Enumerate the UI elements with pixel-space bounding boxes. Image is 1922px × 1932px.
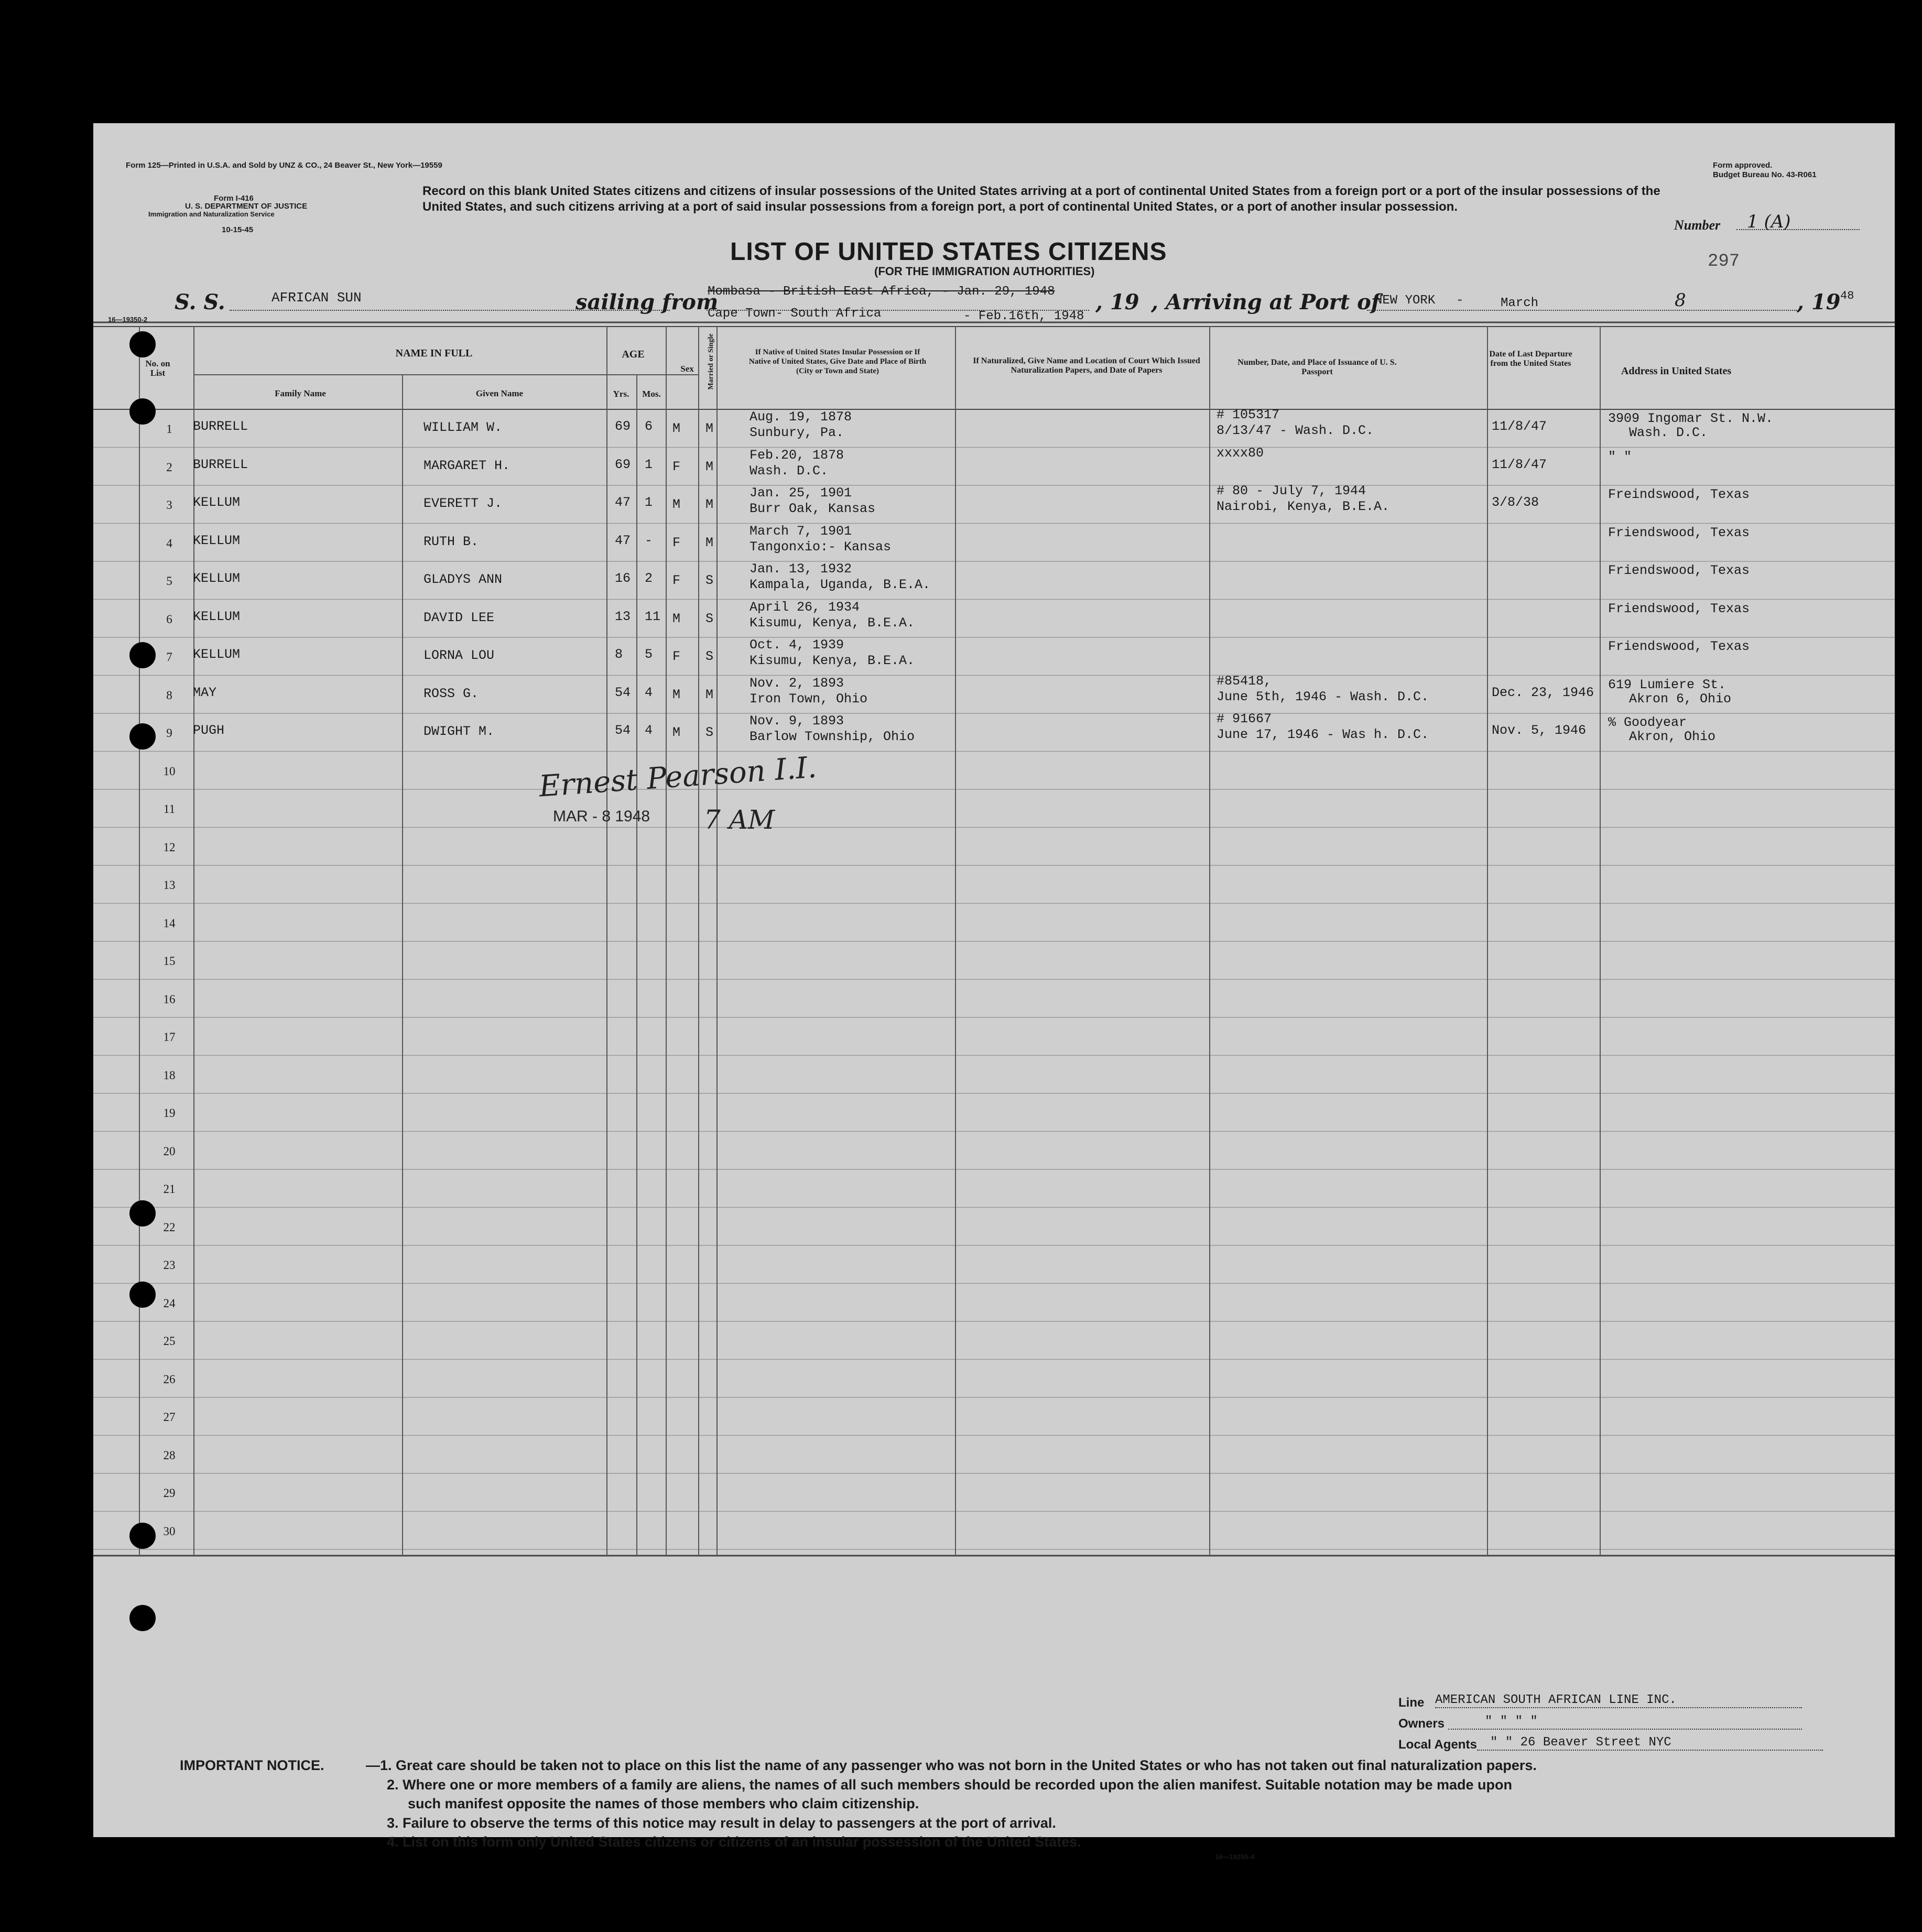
arrival-month: March: [1501, 296, 1539, 310]
number-value: 1 (A): [1736, 211, 1860, 230]
given-name: DWIGHT M.: [424, 724, 495, 739]
marital-status: M: [705, 459, 714, 474]
given-name: LORNA LOU: [424, 648, 495, 663]
row-number: 21: [163, 1182, 176, 1196]
row-number: 1: [166, 422, 172, 436]
given-name: GLADYS ANN: [424, 572, 503, 587]
binder-hole: [129, 1605, 156, 1631]
port-dash: -: [1456, 294, 1464, 308]
address-line-1: Friendswood, Texas: [1608, 563, 1750, 578]
sex: M: [672, 611, 681, 626]
address-line-1: " ": [1608, 449, 1632, 464]
arrival-year: 48: [1840, 289, 1854, 302]
birth-place: Tangonxio:- Kansas: [750, 539, 892, 555]
row-number: 10: [163, 764, 176, 778]
port-name: NEW YORK: [1375, 294, 1436, 308]
binder-hole: [129, 723, 156, 750]
from-port-1: Mombasa - British East Africa, - Jan. 29, 1948: [708, 285, 1055, 299]
stamp-number: 297: [1708, 252, 1740, 272]
row-number: 17: [163, 1030, 176, 1044]
birth-place: Burr Oak, Kansas: [750, 501, 876, 516]
agents-label: Local Agents: [1398, 1738, 1477, 1752]
from-port-2-date: - Feb.16th, 1948: [963, 309, 1084, 323]
notice-item-4: 4. List on this form only United States citizens or citizens of an insular possession of the United States.: [387, 1834, 1081, 1850]
age-years: 54: [615, 723, 631, 738]
age-months: 4: [645, 723, 653, 738]
passport-issuance: Nairobi, Kenya, B.E.A.: [1217, 499, 1390, 514]
family-name: BURRELL: [193, 457, 248, 472]
col-no: No. on List: [145, 359, 170, 378]
binder-hole: [129, 642, 156, 668]
year-label: , 19: [1095, 290, 1139, 314]
col-address: Address in United States: [1621, 365, 1732, 377]
row-number: 9: [166, 726, 172, 740]
passport-number: xxxx80: [1217, 445, 1264, 461]
marital-status: M: [705, 421, 714, 436]
family-name: PUGH: [193, 723, 225, 738]
birth-date: Oct. 4, 1939: [750, 637, 844, 653]
family-name: KELLUM: [193, 571, 241, 586]
notice-item-3: 3. Failure to observe the terms of this notice may result in delay to passengers at the port of arrival.: [387, 1815, 1056, 1831]
notice-item-1: —1. Great care should be taken not to place on this list the name of any passenger who was not born in the United States or who has not taken out final naturalization papers.: [366, 1757, 1537, 1773]
address-line-1: Friendswood, Texas: [1608, 601, 1750, 616]
arrival-time: 7 AM: [704, 805, 775, 835]
marital-status: M: [705, 497, 714, 512]
last-departure: 11/8/47: [1492, 419, 1547, 434]
notice-heading: IMPORTANT NOTICE.: [180, 1757, 324, 1773]
birth-date: Feb.20, 1878: [750, 447, 844, 463]
family-name: KELLUM: [193, 609, 241, 624]
sex: F: [672, 649, 681, 664]
address-line-2: Wash. D.C.: [1629, 425, 1708, 440]
manifest-sheet: [93, 123, 1895, 1861]
sex: F: [672, 459, 681, 474]
age-months: 2: [645, 571, 653, 586]
sex: M: [672, 421, 681, 436]
passport-issuance: June 5th, 1946 - Wash. D.C.: [1217, 689, 1429, 704]
birth-date: Jan. 25, 1901: [750, 485, 852, 501]
approval-line-1: Form approved.: [1713, 161, 1773, 170]
row-number: 24: [163, 1296, 176, 1310]
given-name: EVERETT J.: [424, 496, 503, 511]
col-naturalized: If Naturalized, Give Name and Location of Court Which Issued Naturalization Papers, and Date of Papers: [973, 356, 1200, 375]
binder-hole: [129, 1523, 156, 1549]
age-years: 13: [615, 609, 631, 624]
age-months: 4: [645, 685, 653, 700]
printer-line: Form 125—Printed in U.S.A. and Sold by UNZ & CO., 24 Beaver St., New York—19559: [126, 161, 442, 170]
intro-text: Record on this blank United States citizens and citizens of insular possessions of the United States arriving at a port of continental United States from a foreign port or a port of the insular possessions of the United States, and such citizens arriving at a port of said insular possessions from a foreign port, a port of continental United States, or a port of another insular possession.: [422, 184, 1660, 214]
line-value: AMERICAN SOUTH AFRICAN LINE INC.: [1435, 1693, 1802, 1708]
row-number: 3: [166, 498, 172, 512]
ss-label: S. S.: [175, 290, 225, 314]
owners-value: " " " ": [1448, 1714, 1802, 1730]
row-number: 6: [166, 612, 172, 626]
agents-value: " " 26 Beaver Street NYC: [1477, 1735, 1823, 1751]
passport-issuance: June 17, 1946 - Was h. D.C.: [1217, 727, 1429, 742]
row-number: 19: [163, 1106, 176, 1120]
table-grid: [93, 123, 1895, 1837]
col-departure: Date of Last Departure from the United States: [1489, 350, 1572, 368]
row-number: 26: [163, 1372, 176, 1386]
age-months: -: [645, 533, 653, 548]
col-birth: If Native of United States Insular Possession or If Native of United States, Give Date and Place of Birth (City or Town and State): [748, 348, 927, 375]
age-months: 5: [645, 647, 653, 662]
binder-hole: [129, 398, 156, 425]
given-name: ROSS G.: [424, 686, 479, 701]
arriving-label: , Arriving at Port of: [1151, 290, 1381, 314]
family-name: KELLUM: [193, 495, 241, 510]
passport-number: # 80 - July 7, 1944: [1217, 483, 1366, 498]
birth-date: Nov. 9, 1893: [750, 713, 844, 729]
row-number: 29: [163, 1486, 176, 1500]
col-yrs: Yrs.: [613, 389, 629, 399]
row-number: 13: [163, 878, 176, 892]
row-number: 16: [163, 992, 176, 1006]
row-number: 25: [163, 1334, 176, 1348]
row-number: 30: [163, 1524, 176, 1538]
last-departure: Dec. 23, 1946: [1492, 685, 1594, 700]
sex: M: [672, 687, 681, 702]
birth-date: March 7, 1901: [750, 523, 852, 539]
marital-status: S: [705, 573, 714, 588]
row-number: 11: [163, 802, 176, 816]
col-given-name: Given Name: [475, 388, 524, 398]
arrival-day: 8: [1675, 290, 1686, 311]
birth-place: Sunbury, Pa.: [750, 425, 844, 440]
from-port-2: Cape Town- South Africa: [708, 307, 882, 321]
side-code: 16—19350-2: [108, 316, 148, 323]
address-line-1: % Goodyear: [1608, 715, 1687, 730]
sailing-label: sailing from: [575, 290, 719, 314]
arrival-year-label: , 19: [1797, 290, 1841, 314]
age-years: 47: [615, 495, 631, 510]
col-passport: Number, Date, and Place of Issuance of U. S. Passport: [1237, 358, 1397, 376]
address-line-1: Friendswood, Texas: [1608, 525, 1750, 540]
service: Immigration and Naturalization Service: [148, 210, 275, 218]
footer-code: 16—19350-4: [1215, 1853, 1255, 1861]
address-line-1: Friendswood, Texas: [1608, 639, 1750, 654]
family-name: KELLUM: [193, 647, 241, 662]
form-number: Form I-416: [214, 194, 254, 203]
binder-hole: [129, 1282, 156, 1308]
row-number: 14: [163, 916, 176, 930]
row-number: 27: [163, 1410, 176, 1424]
given-name: MARGARET H.: [424, 458, 511, 473]
address-line-2: Akron, Ohio: [1629, 729, 1716, 744]
row-number: 2: [166, 460, 172, 474]
ship-name: AFRICAN SUN: [272, 290, 362, 306]
age-years: 47: [615, 533, 631, 548]
address-line-2: Akron 6, Ohio: [1629, 691, 1732, 707]
passport-number: # 105317: [1217, 407, 1280, 422]
given-name: RUTH B.: [424, 534, 479, 549]
family-name: MAY: [193, 685, 217, 700]
passport-number: # 91667: [1217, 711, 1272, 726]
row-number: 5: [166, 574, 172, 588]
given-name: DAVID LEE: [424, 610, 495, 625]
age-years: 69: [615, 419, 631, 434]
marital-status: M: [705, 687, 714, 702]
sex: F: [672, 573, 681, 588]
notice-item-2b: such manifest opposite the names of those members who claim citizenship.: [408, 1796, 919, 1811]
birth-place: Kisumu, Kenya, B.E.A.: [750, 615, 915, 631]
passport-issuance: 8/13/47 - Wash. D.C.: [1217, 423, 1374, 438]
age-years: 8: [615, 647, 623, 662]
row-number: 8: [166, 688, 172, 702]
age-years: 54: [615, 685, 631, 700]
given-name: WILLIAM W.: [424, 420, 503, 435]
last-departure: Nov. 5, 1946: [1492, 723, 1587, 738]
birth-place: Kampala, Uganda, B.E.A.: [750, 577, 931, 592]
department: U. S. DEPARTMENT OF JUSTICE: [185, 202, 308, 211]
age-months: 11: [645, 609, 661, 624]
binder-hole: [129, 1200, 156, 1227]
binder-hole: [129, 331, 156, 357]
number-label: Number: [1674, 218, 1721, 233]
row-number: 28: [163, 1448, 176, 1462]
sex: F: [672, 535, 681, 550]
birth-date: Aug. 19, 1878: [750, 409, 852, 425]
row-number: 4: [166, 536, 172, 550]
arrival-stamp: MAR - 8 1948: [553, 808, 650, 825]
line-label: Line: [1398, 1696, 1425, 1710]
row-number: 7: [166, 650, 172, 664]
col-sex: Sex: [680, 364, 694, 374]
notice-item-2a: 2. Where one or more members of a family are aliens, the names of all such members should be recorded upon the alien manifest. Suitable notation may be made upon: [387, 1777, 1513, 1793]
age-months: 1: [645, 495, 653, 510]
family-name: BURRELL: [193, 419, 248, 434]
last-departure: 3/8/38: [1492, 495, 1539, 510]
row-number: 20: [163, 1144, 176, 1158]
birth-date: April 26, 1934: [750, 599, 860, 615]
owners-label: Owners: [1398, 1717, 1445, 1731]
birth-place: Barlow Township, Ohio: [750, 729, 915, 744]
page-title: LIST OF UNITED STATES CITIZENS: [730, 238, 1167, 266]
family-name: KELLUM: [193, 533, 241, 548]
birth-place: Kisumu, Kenya, B.E.A.: [750, 653, 915, 668]
row-number: 12: [163, 840, 176, 854]
marital-status: S: [705, 725, 714, 740]
inspector-signature: Ernest Pearson I.I.: [538, 750, 818, 804]
row-number: 18: [163, 1068, 176, 1082]
birth-place: Iron Town, Ohio: [750, 691, 868, 707]
sex: M: [672, 725, 681, 740]
age-years: 16: [615, 571, 631, 586]
age-years: 69: [615, 457, 631, 472]
address-line-1: 3909 Ingomar St. N.W.: [1608, 411, 1774, 426]
row-number: 15: [163, 954, 176, 968]
last-departure: 11/8/47: [1492, 457, 1547, 472]
address-line-1: Freindswood, Texas: [1608, 487, 1750, 502]
passport-number: #85418,: [1217, 673, 1272, 689]
marital-status: S: [705, 611, 714, 626]
row-number: 23: [163, 1258, 176, 1272]
sex: M: [672, 497, 681, 512]
birth-place: Wash. D.C.: [750, 463, 829, 479]
approval-line-2: Budget Bureau No. 43-R061: [1713, 170, 1817, 179]
page-subtitle: (FOR THE IMMIGRATION AUTHORITIES): [874, 265, 1095, 278]
marital-status: S: [705, 649, 714, 664]
col-age: AGE: [622, 349, 645, 360]
col-family-name: Family Name: [275, 388, 326, 398]
birth-date: Jan. 13, 1932: [750, 561, 852, 577]
age-months: 1: [645, 457, 653, 472]
form-date: 10-15-45: [222, 225, 254, 234]
col-mos: Mos.: [642, 389, 661, 399]
col-name-in-full: NAME IN FULL: [395, 348, 473, 359]
birth-date: Nov. 2, 1893: [750, 675, 844, 691]
marital-status: M: [705, 535, 714, 550]
address-line-1: 619 Lumiere St.: [1608, 677, 1726, 692]
col-married-single: Married or Single: [707, 333, 715, 390]
age-months: 6: [645, 419, 653, 434]
row-number: 22: [163, 1220, 176, 1234]
